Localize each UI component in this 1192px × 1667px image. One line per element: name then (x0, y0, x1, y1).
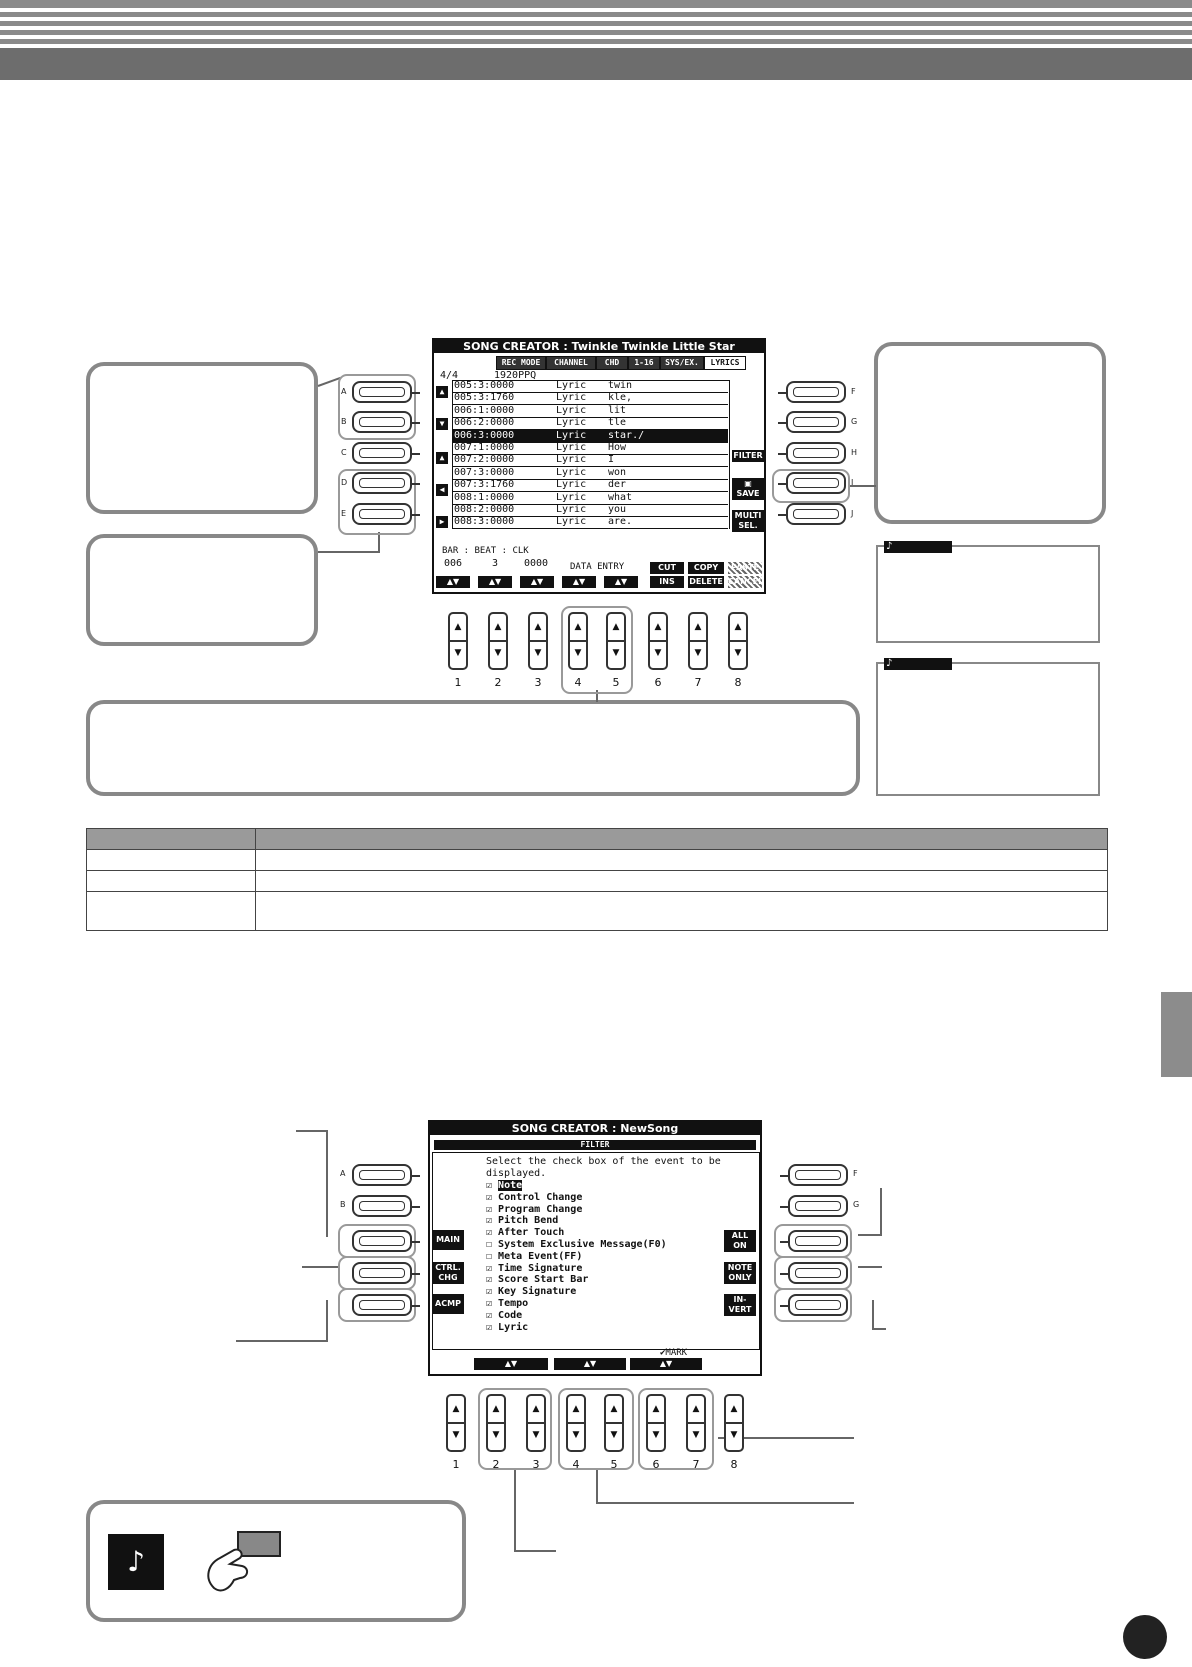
event-position: 006:3:0000 (454, 429, 515, 441)
multi-sel-label[interactable] (732, 510, 764, 532)
filter-event-label: Note (498, 1180, 523, 1191)
connector-line (596, 1468, 598, 1504)
table-cell (87, 850, 256, 871)
button-number: 3 (534, 676, 542, 689)
filter-event-label: Program Change (498, 1203, 583, 1215)
updown-button-7[interactable]: ▲ ▼ (688, 612, 708, 670)
button-dash (412, 1206, 420, 1208)
connector-line (872, 1328, 886, 1330)
updown-button-3[interactable]: ▲ ▼ (528, 612, 548, 670)
callout-box (874, 342, 1106, 524)
cut-button[interactable]: CUT (650, 562, 684, 574)
main-label[interactable]: MAIN (432, 1230, 464, 1250)
button-b[interactable] (352, 1195, 412, 1217)
button-dash (412, 1175, 420, 1177)
event-position: 007:3:1760 (454, 479, 515, 491)
note-box (876, 541, 1100, 643)
scroll-top-icon[interactable]: ▲ (436, 386, 448, 398)
filter-event-item[interactable] (486, 1215, 558, 1226)
updown-button-2[interactable]: ▲ ▼ (486, 1394, 506, 1452)
time-signature: 4/4 (440, 370, 459, 381)
connector-line (378, 532, 380, 553)
ctrl-text: CTRL. (435, 1263, 461, 1272)
header-stripe (0, 30, 1192, 35)
button-j[interactable] (786, 503, 846, 525)
event-text: tle (608, 417, 627, 429)
event-row[interactable] (452, 430, 728, 443)
checked-checkbox-icon[interactable]: ☑ (486, 1191, 499, 1203)
event-position: 008:3:0000 (454, 516, 515, 528)
tab-chd[interactable]: CHD (596, 356, 628, 370)
filter-event-item[interactable] (486, 1286, 576, 1297)
button-dash (778, 392, 786, 394)
connector-line (318, 551, 378, 553)
table-header-row (87, 829, 1108, 850)
chapter-tab (1161, 992, 1192, 1077)
button-number: 7 (692, 1458, 700, 1471)
filter-event-label: Code (498, 1309, 523, 1321)
table-row (87, 892, 1108, 931)
button-f[interactable] (788, 1164, 848, 1186)
filter-event-label: Tempo (498, 1298, 529, 1309)
page-up-icon[interactable]: ▲ (436, 452, 448, 464)
paste-button[interactable]: PASTE (728, 562, 762, 574)
table-header-cell (256, 829, 1108, 850)
event-text: lit (608, 404, 627, 416)
event-type: Lyric (556, 466, 587, 478)
right-arrow-icon[interactable]: ▶ (436, 516, 448, 528)
event-position: 006:1:0000 (454, 404, 515, 416)
connector-line (326, 1300, 328, 1342)
filter-event-item[interactable] (486, 1251, 582, 1262)
updown-button-3[interactable]: ▲ ▼ (526, 1394, 546, 1452)
updown-button-2[interactable]: ▲ ▼ (488, 612, 508, 670)
event-position: 007:2:0000 (454, 454, 515, 466)
event-row[interactable] (452, 479, 728, 492)
checked-checkbox-icon[interactable]: ☑ (486, 1262, 499, 1274)
filter-screen (428, 1120, 762, 1376)
button-dash (412, 422, 420, 424)
event-row[interactable] (452, 516, 728, 529)
checked-checkbox-icon[interactable]: ☑ (486, 1227, 499, 1239)
sel-text: SEL. (738, 521, 758, 530)
button-c[interactable] (352, 1230, 412, 1252)
filter-frame (432, 1152, 760, 1350)
event-position: 007:1:0000 (454, 442, 515, 453)
note-box (876, 658, 1100, 796)
button-d[interactable] (352, 472, 412, 494)
button-letter-b: B (341, 417, 347, 426)
table-header-cell (87, 829, 256, 850)
note-icon: ♪ (884, 658, 952, 670)
checked-checkbox-icon[interactable]: ☑ (486, 1298, 499, 1309)
updown-button-8[interactable]: ▲ ▼ (724, 1394, 744, 1452)
button-dash (412, 483, 420, 485)
event-text: I (608, 454, 615, 466)
bar-value: 006 (444, 558, 463, 569)
event-row[interactable] (452, 467, 728, 480)
updown-button-5[interactable]: ▲ ▼ (604, 1394, 624, 1452)
header-stripe (0, 21, 1192, 26)
event-row[interactable] (452, 405, 728, 418)
updown-button-1[interactable]: ▲ ▼ (448, 612, 468, 670)
filter-event-item[interactable] (486, 1227, 564, 1238)
filter-event-item[interactable] (486, 1263, 582, 1274)
event-type: Lyric (556, 491, 587, 503)
tab-sys-ex[interactable]: SYS/EX. (660, 356, 704, 370)
button-dash (412, 1305, 420, 1307)
button-dash (412, 514, 420, 516)
button-number: 2 (494, 676, 502, 689)
event-select-updown-icon[interactable]: ▲▼ (474, 1358, 548, 1370)
button-number: 4 (572, 1458, 580, 1471)
lyrics-screen (432, 338, 766, 594)
callout-box (86, 534, 318, 646)
button-dash (412, 453, 420, 455)
filter-event-item[interactable] (486, 1204, 582, 1215)
checked-checkbox-icon[interactable]: ☑ (486, 1180, 499, 1191)
event-text: what (608, 491, 633, 503)
connector-line (296, 1130, 326, 1132)
connector-line (302, 1266, 338, 1268)
button-dash (780, 1241, 788, 1243)
button-number: 8 (730, 1458, 738, 1471)
checked-checkbox-icon[interactable]: ☑ (486, 1215, 499, 1227)
button-number: 1 (454, 676, 462, 689)
button-h[interactable] (786, 442, 846, 464)
event-position: 005:3:1760 (454, 392, 515, 404)
header-bar (0, 48, 1192, 80)
tab-1-16[interactable]: 1-16 (628, 356, 660, 370)
updown-button-4[interactable]: ▲ ▼ (566, 1394, 586, 1452)
save-text: SAVE (736, 489, 760, 498)
tab-lyrics[interactable]: LYRICS (704, 356, 746, 370)
instruction-text: displayed. (486, 1168, 547, 1179)
button-number: 4 (574, 676, 582, 689)
button-h[interactable] (788, 1230, 848, 1252)
button-letter-f: F (853, 1169, 858, 1178)
button-number: 3 (532, 1458, 540, 1471)
filter-event-label: System Exclusive Message(F0) (498, 1239, 667, 1250)
only-text: ONLY (728, 1273, 752, 1282)
all-text: ALL (731, 1231, 749, 1240)
instruction-text: Select the check box of the event to be (486, 1156, 721, 1167)
updown-button-5[interactable]: ▲ ▼ (606, 612, 626, 670)
event-row[interactable] (452, 442, 728, 455)
event-text: How (608, 442, 627, 453)
event-type: Lyric (556, 442, 587, 453)
unchecked-checkbox-icon[interactable]: ☐ (486, 1250, 499, 1262)
button-number: 5 (612, 676, 620, 689)
event-position: 006:2:0000 (454, 417, 515, 429)
tip-callout (86, 1500, 466, 1622)
header-stripe (0, 39, 1192, 44)
event-text: kle, (608, 392, 633, 404)
filter-event-item[interactable] (486, 1322, 528, 1333)
event-row[interactable] (452, 417, 728, 430)
updown-button-6[interactable]: ▲ ▼ (646, 1394, 666, 1452)
button-a[interactable] (352, 1164, 412, 1186)
event-type: Lyric (556, 479, 587, 491)
finger-press-icon (194, 1528, 284, 1598)
checked-checkbox-icon[interactable]: ☑ (486, 1286, 499, 1298)
updown-button-4[interactable]: ▲ ▼ (568, 612, 588, 670)
chg-text: CHG (438, 1273, 458, 1282)
updown-button-7[interactable]: ▲ ▼ (686, 1394, 706, 1452)
checked-checkbox-icon[interactable]: ☑ (486, 1203, 499, 1215)
button-number: 1 (452, 1458, 460, 1471)
data-entry-updown-icon[interactable]: ▲▼ (562, 576, 596, 588)
button-i[interactable] (786, 472, 846, 494)
button-letter-g: G (853, 1200, 860, 1209)
note-text: NOTE (727, 1263, 753, 1272)
button-g[interactable] (786, 411, 846, 433)
button-dash (412, 392, 420, 394)
button-dash (778, 453, 786, 455)
event-position: 007:3:0000 (454, 466, 515, 478)
button-number: 2 (492, 1458, 500, 1471)
event-position: 008:2:0000 (454, 504, 515, 515)
filter-event-label: Lyric (498, 1321, 529, 1333)
connector-line (872, 1300, 874, 1330)
table-cell (256, 850, 1108, 871)
ppq-value: 1920PPQ (494, 370, 537, 381)
vert-text: VERT (728, 1305, 752, 1314)
button-j[interactable] (788, 1294, 848, 1316)
event-type: Lyric (556, 417, 587, 429)
save-label[interactable] (732, 478, 764, 500)
button-e[interactable] (352, 503, 412, 525)
updown-button-8[interactable]: ▲ ▼ (728, 612, 748, 670)
button-g[interactable] (788, 1195, 848, 1217)
event-type: Lyric (556, 504, 587, 515)
function-table (86, 828, 1108, 931)
button-dash (778, 422, 786, 424)
connector-line (596, 1502, 854, 1504)
connector-line (326, 1130, 328, 1237)
event-position: 005:3:0000 (454, 380, 515, 391)
event-text: star./ (608, 429, 645, 441)
connector-line (858, 1234, 882, 1236)
event-text: won (608, 466, 627, 478)
delete-button[interactable]: DELETE (689, 577, 723, 586)
filter-subtitle: FILTER (434, 1140, 756, 1150)
event-type: Lyric (556, 429, 587, 441)
filter-event-label: Meta Event(FF) (498, 1250, 583, 1262)
button-f[interactable] (786, 381, 846, 403)
button-letter-g: G (851, 417, 858, 426)
button-d[interactable] (352, 1262, 412, 1284)
data-entry-small-updown-icon[interactable]: ▲▼ (604, 576, 638, 588)
checked-checkbox-icon[interactable]: ☑ (486, 1274, 499, 1286)
checked-checkbox-icon[interactable]: ☑ (486, 1309, 499, 1321)
in-text: IN- (733, 1295, 747, 1304)
beat-value: 3 (492, 558, 499, 569)
floppy-icon: ▣ (744, 479, 752, 488)
button-number: 6 (652, 1458, 660, 1471)
updown-button-6[interactable]: ▲ ▼ (648, 612, 668, 670)
all-on-label[interactable] (724, 1230, 756, 1252)
table-cell (87, 871, 256, 892)
ctrl-chg-label[interactable] (432, 1262, 464, 1284)
event-text: you (608, 504, 627, 515)
button-c[interactable] (352, 442, 412, 464)
button-letter-a: A (341, 387, 347, 396)
button-letter-a: A (340, 1169, 346, 1178)
filter-event-item[interactable] (486, 1310, 522, 1321)
tab-channel[interactable]: CHANNEL (546, 356, 596, 370)
table-cell (256, 892, 1108, 931)
multi-text: MULTI (734, 511, 762, 520)
button-letter-b: B (340, 1200, 346, 1209)
event-type: Lyric (556, 516, 587, 528)
button-dash (778, 483, 786, 485)
filter-event-item[interactable] (486, 1298, 528, 1309)
header-stripe (0, 0, 1192, 8)
acmp-label[interactable]: ACMP (432, 1294, 464, 1314)
event-row[interactable] (452, 504, 728, 517)
data-entry-label: DATA ENTRY (570, 562, 625, 572)
unchecked-checkbox-icon[interactable]: ☐ (486, 1239, 499, 1250)
filter-event-label: Key Signature (498, 1286, 577, 1298)
filter-event-item[interactable] (486, 1180, 522, 1191)
event-list (434, 380, 734, 530)
button-b[interactable] (352, 411, 412, 433)
event-type: Lyric (556, 392, 587, 404)
filter-event-label: Control Change (498, 1191, 583, 1203)
button-dash (780, 1175, 788, 1177)
tab-rec-mode[interactable]: REC MODE (496, 356, 546, 370)
event-row[interactable] (452, 492, 728, 505)
mark-label (660, 1348, 687, 1358)
button-number: 8 (734, 676, 742, 689)
filter-event-label: Score Start Bar (498, 1274, 589, 1286)
scroll-bottom-icon[interactable]: ▼ (436, 418, 448, 430)
button-dash (412, 1241, 420, 1243)
updown-button-1[interactable]: ▲ ▼ (446, 1394, 466, 1452)
music-note-icon: ♪ (108, 1534, 164, 1590)
bar-updown-icon[interactable]: ▲▼ (436, 576, 470, 588)
on-text: ON (733, 1241, 747, 1250)
event-text: twin (608, 380, 633, 391)
bar-beat-clk-header: BAR : BEAT : CLK (442, 546, 529, 556)
button-letter-i: I (851, 478, 854, 487)
connector-line (880, 1188, 882, 1236)
connector-line (858, 1266, 882, 1268)
event-type: Lyric (556, 380, 587, 391)
clk-updown-icon[interactable]: ▲▼ (520, 576, 554, 588)
filter-event-item[interactable] (486, 1274, 588, 1285)
button-letter-h: H (851, 448, 858, 457)
event-text: are. (608, 516, 633, 528)
event-position: 008:1:0000 (454, 491, 515, 503)
copy-button[interactable]: COPY (688, 562, 724, 574)
button-letter-j: J (851, 509, 854, 518)
event-type: Lyric (556, 454, 587, 466)
callout-box (86, 700, 860, 796)
cancel-button[interactable]: CANCEL (728, 577, 764, 586)
event-row[interactable] (452, 380, 728, 393)
button-a[interactable] (352, 381, 412, 403)
button-number: 5 (610, 1458, 618, 1471)
connector-line (514, 1550, 556, 1552)
beat-updown-icon[interactable]: ▲▼ (478, 576, 512, 588)
callout-box (86, 362, 318, 514)
filter-event-label: Pitch Bend (498, 1215, 559, 1227)
filter-event-item[interactable] (486, 1239, 667, 1250)
button-number: 6 (654, 676, 662, 689)
clk-value: 0000 (524, 558, 549, 569)
button-e[interactable] (352, 1294, 412, 1316)
event-row[interactable] (452, 454, 728, 467)
button-dash (412, 1273, 420, 1275)
left-arrow-icon[interactable]: ◀ (436, 484, 448, 496)
mark-updown-icon[interactable]: ▲▼ (630, 1358, 702, 1370)
page-number-badge (1123, 1615, 1167, 1659)
filter-label[interactable]: FILTER (733, 451, 763, 460)
connector-line (236, 1340, 328, 1342)
note-icon: ♪ (884, 541, 952, 553)
filter-event-label: Time Signature (498, 1262, 583, 1274)
filter-event-label: After Touch (498, 1227, 565, 1239)
filter-event-item[interactable] (486, 1192, 582, 1203)
button-dash (780, 1206, 788, 1208)
check-icon: ✔ (660, 1348, 666, 1358)
table-row (87, 871, 1108, 892)
table-cell (256, 871, 1108, 892)
table-cell (87, 892, 256, 931)
button-letter-d: D (341, 478, 348, 487)
connector-line (514, 1468, 516, 1552)
event-type: Lyric (556, 404, 587, 416)
button-dash (780, 1305, 788, 1307)
event-text: der (608, 479, 627, 491)
button-letter-c: C (341, 448, 347, 457)
table-row (87, 850, 1108, 871)
invert-label[interactable] (724, 1294, 756, 1316)
button-letter-e: E (341, 509, 347, 518)
button-dash (780, 1273, 788, 1275)
event-row[interactable] (452, 392, 728, 405)
button-dash (778, 514, 786, 516)
note-only-label[interactable] (724, 1262, 756, 1284)
header-stripe (0, 12, 1192, 17)
screen-title: SONG CREATOR : NewSong (430, 1122, 760, 1135)
scroll-updown-icon[interactable]: ▲▼ (554, 1358, 626, 1370)
button-i[interactable] (788, 1262, 848, 1284)
button-number: 7 (694, 676, 702, 689)
screen-title: SONG CREATOR : Twinkle Twinkle Little Star (434, 340, 764, 353)
ins-button[interactable]: INS (650, 576, 684, 588)
mark-text: MARK (665, 1348, 688, 1358)
checked-checkbox-icon[interactable]: ☑ (486, 1321, 499, 1333)
button-letter-f: F (851, 387, 856, 396)
